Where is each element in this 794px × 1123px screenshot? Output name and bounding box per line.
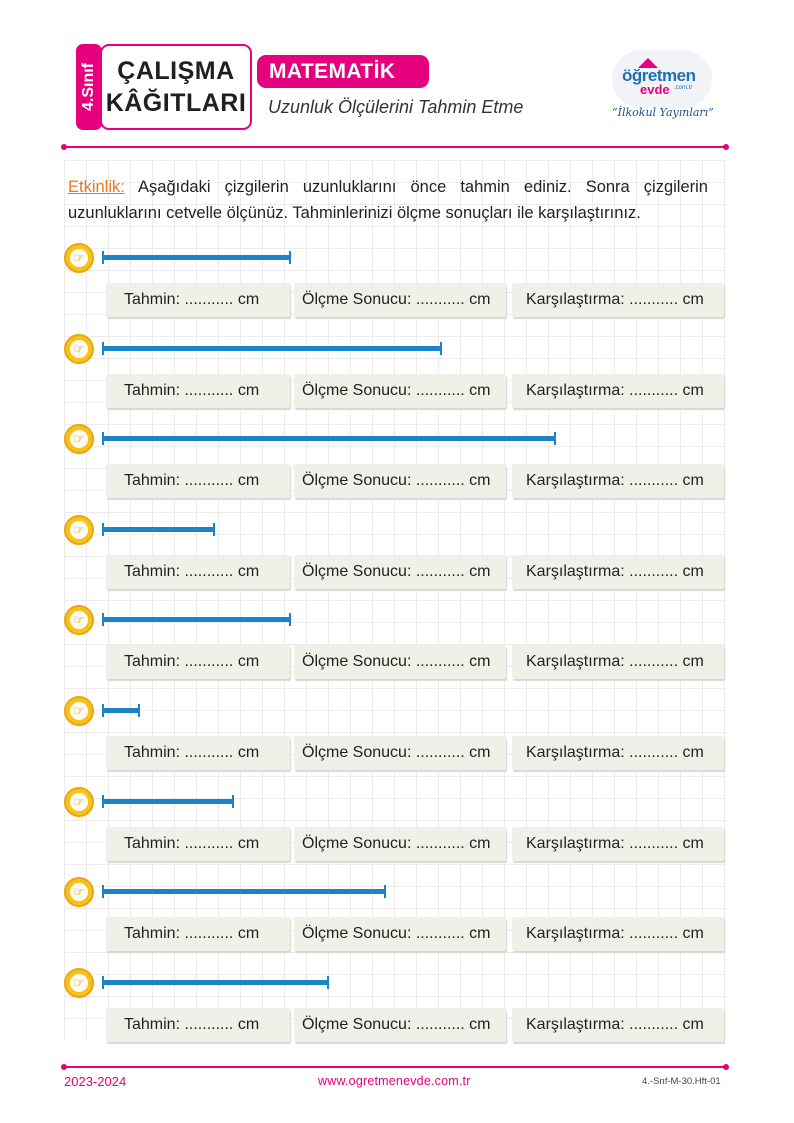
activity-label: Etkinlik: (68, 178, 125, 196)
pointing-hand-icon: ☞ (64, 877, 94, 907)
title-line-1: ÇALIŞMA (117, 57, 235, 85)
footer-website-link[interactable]: www.ogretmenevde.com.tr (318, 1074, 471, 1088)
estimate-field[interactable]: Tahmin: ........... cm (106, 917, 290, 951)
pointing-hand-icon: ☞ (64, 605, 94, 635)
estimate-field[interactable]: Tahmin: ........... cm (106, 464, 290, 498)
measure-line (102, 980, 329, 985)
estimate-field[interactable]: Tahmin: ........... cm (106, 1008, 290, 1042)
measure-line (102, 708, 140, 713)
estimate-field[interactable]: Tahmin: ........... cm (106, 374, 290, 408)
measurement-item (64, 877, 726, 957)
measurement-item (64, 968, 726, 1048)
header-divider (64, 146, 726, 148)
measurement-field[interactable]: Ölçme Sonucu: ........... cm (294, 917, 506, 951)
comparison-field[interactable]: Karşılaştırma: ........... cm (512, 827, 724, 861)
logo-tagline: “İlkokul Yayınları” (612, 106, 714, 119)
comparison-field[interactable]: Karşılaştırma: ........... cm (512, 374, 724, 408)
measurement-item (64, 334, 726, 414)
measurement-item (64, 696, 726, 776)
footer-document-code: 4.-Snf-M-30.Hft-01 (642, 1076, 721, 1087)
pointing-hand-icon: ☞ (64, 968, 94, 998)
topic-title: Uzunluk Ölçülerini Tahmin Etme (268, 97, 524, 117)
measurement-item (64, 605, 726, 685)
pointing-hand-icon: ☞ (64, 424, 94, 454)
measure-line (102, 255, 291, 260)
title-line-2: KÂĞITLARI (105, 89, 247, 117)
estimate-field[interactable]: Tahmin: ........... cm (106, 827, 290, 861)
publisher-logo (600, 44, 722, 130)
measurement-item (64, 243, 726, 323)
estimate-field[interactable]: Tahmin: ........... cm (106, 555, 290, 589)
pointing-hand-icon: ☞ (64, 334, 94, 364)
measurement-field[interactable]: Ölçme Sonucu: ........... cm (294, 374, 506, 408)
measure-line (102, 617, 291, 622)
comparison-field[interactable]: Karşılaştırma: ........... cm (512, 736, 724, 770)
measurement-field[interactable]: Ölçme Sonucu: ........... cm (294, 464, 506, 498)
measurement-field[interactable]: Ölçme Sonucu: ........... cm (294, 645, 506, 679)
pointing-hand-icon: ☞ (64, 787, 94, 817)
measure-line (102, 436, 556, 441)
footer-year: 2023-2024 (64, 1074, 127, 1089)
footer-divider (64, 1066, 726, 1068)
comparison-field[interactable]: Karşılaştırma: ........... cm (512, 555, 724, 589)
subject-label: MATEMATİK (257, 55, 429, 88)
measure-line (102, 346, 442, 351)
pointing-hand-icon: ☞ (64, 696, 94, 726)
grade-label: 4.Sınıf (80, 62, 97, 112)
grade-badge (76, 44, 102, 130)
estimate-field[interactable]: Tahmin: ........... cm (106, 645, 290, 679)
measurement-item (64, 424, 726, 504)
activity-instructions (68, 174, 708, 226)
measurement-field[interactable]: Ölçme Sonucu: ........... cm (294, 736, 506, 770)
measurement-item (64, 787, 726, 867)
pointing-hand-icon: ☞ (64, 243, 94, 273)
measurement-field[interactable]: Ölçme Sonucu: ........... cm (294, 1008, 506, 1042)
comparison-field[interactable]: Karşılaştırma: ........... cm (512, 645, 724, 679)
measurement-field[interactable]: Ölçme Sonucu: ........... cm (294, 283, 506, 317)
measurement-field[interactable]: Ölçme Sonucu: ........... cm (294, 555, 506, 589)
logo-domain: .com.tr (674, 85, 693, 91)
logo-word-1: öğretmen (622, 66, 696, 85)
measure-line (102, 889, 386, 894)
estimate-field[interactable]: Tahmin: ........... cm (106, 283, 290, 317)
measurement-field[interactable]: Ölçme Sonucu: ........... cm (294, 827, 506, 861)
estimate-field[interactable]: Tahmin: ........... cm (106, 736, 290, 770)
activity-text: Aşağıdaki çizgilerin uzunluklarını önce tahmin ediniz. Sonra çizgilerin uzunluklarını cetvelle ölçünüz. Tahminlerinizi ölçme sonuçları ile karşılaştırınız. (68, 178, 708, 222)
measure-line (102, 527, 215, 532)
logo-word-2: evde (640, 82, 670, 97)
pointing-hand-icon: ☞ (64, 515, 94, 545)
comparison-field[interactable]: Karşılaştırma: ........... cm (512, 283, 724, 317)
comparison-field[interactable]: Karşılaştırma: ........... cm (512, 1008, 724, 1042)
measurement-item (64, 515, 726, 595)
worksheet-title (100, 44, 252, 130)
measure-line (102, 799, 234, 804)
comparison-field[interactable]: Karşılaştırma: ........... cm (512, 917, 724, 951)
comparison-field[interactable]: Karşılaştırma: ........... cm (512, 464, 724, 498)
